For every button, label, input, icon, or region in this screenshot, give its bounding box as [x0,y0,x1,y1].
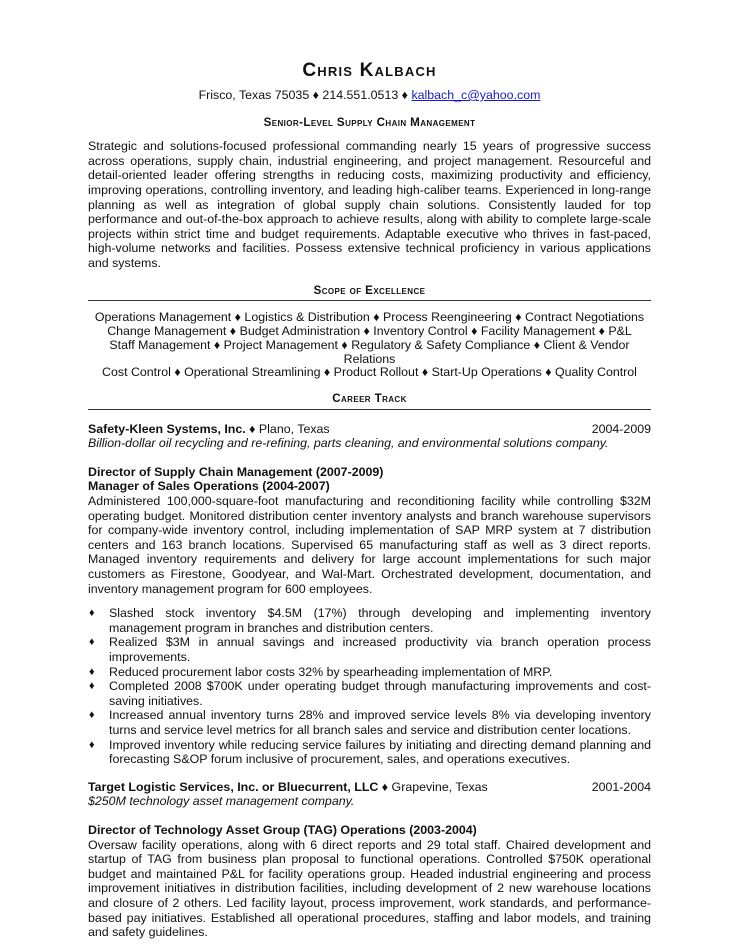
company-description: $250M technology asset management company. [88,794,355,809]
scope-section-title: Scope of Excellence [313,283,426,297]
diamond-bullet-icon: ♦ [89,607,95,620]
diamond-bullet-icon: ♦ [89,738,95,751]
contact-line [88,88,651,103]
candidate-name: Chris Kalbach [302,60,437,81]
role-block [88,823,651,940]
role-block [88,465,651,596]
role-title: Director of Supply Chain Management (2007-2009) [88,464,384,479]
headline: Senior-Level Supply Chain Management [263,115,476,129]
email-link[interactable]: kalbach_c@yahoo.com [411,88,541,102]
scope-line: Change Management ♦ Budget Administration ♦ Inventory Control ♦ Facility Management ♦ P&L [107,323,632,338]
achievement-item [88,606,651,635]
achievement-item [88,679,651,708]
career-divider [88,409,651,410]
job-header [88,422,651,437]
job-header [88,780,651,795]
scope-divider [88,300,651,301]
job-dates: 2001-2004 [591,779,651,794]
achievement-text: Increased annual inventory turns 28% and improved service levels 8% via developing inventory turns and service level metrics for all branch sales and service and distribution center locations. [109,708,651,737]
company-description: Billion-dollar oil recycling and re-refining, parts cleaning, and environmental solutions company. [88,436,609,451]
professional-summary: Strategic and solutions-focused professional commanding nearly 15 years of progressive success across operations, supply chain, industrial engineering, and project management. Resourceful and detail-oriented leader offering strengths in reducing costs, maximizing productivity and efficiency, improving operations, controlling inventory, and leading high-caliber teams. Experienced in long-range planning as well as integration of global supply chain solutions. Consistently lauded for top performance and out-of-the-box approach to achieve results, along with ability to complete large-scale projects within strict time and budget requirements. Adaptable executive who thrives in fast-paced, high-volume networks and facilities. Possess extensive technical proficiency in various applications and systems. [88,139,651,270]
job-employer [88,780,488,795]
achievement-text: Completed 2008 $700K under operating budget through manufacturing improvements and cost-saving initiatives. [109,679,651,708]
achievement-text: Slashed stock inventory $4.5M (17%) through developing and implementing inventory management program in branches and distribution centers. [109,606,651,635]
achievement-item [88,708,651,737]
career-section-title: Career Track [332,392,407,406]
scope-line: Cost Control ♦ Operational Streamlining ♦ Product Rollout ♦ Start-Up Operations ♦ Quality Control [102,365,637,380]
achievement-list [88,606,651,767]
scope-line: Staff Management ♦ Project Management ♦ Regulatory & Safety Compliance ♦ Client & Vendor Relations [109,337,630,366]
resume-page [88,58,651,940]
scope-list [88,311,651,380]
role-title: Manager of Sales Operations (2004-2007) [88,479,330,494]
achievement-item [88,738,651,767]
achievement-text: Improved inventory while reducing service failures by initiating and directing demand planning and forecasting S&OP forum inclusive of procurement, sales, and operations executives. [109,737,651,767]
job-location: ♦ Plano, Texas [245,421,330,436]
scope-line: Operations Management ♦ Logistics & Distribution ♦ Process Reengineering ♦ Contract Negotiations [94,310,645,325]
diamond-bullet-icon: ♦ [89,665,95,678]
diamond-bullet-icon: ♦ [89,636,95,649]
job-entry [88,422,651,767]
role-summary: Administered 100,000-square-foot manufacturing and reconditioning facility while controlling $32M operating budget. Monitored distribution center inventory analysts and branch warehouse supervisors for company-wide inventory control, including implementation of SAP MRP system at 7 distribution centers and 163 branch locations. Supervised 65 manufacturing staff as well as 3 direct reports. Managed inventory requirements and delivery for large account implementations for such major customers as Firestone, Goodyear, and Wal-Mart. Orchestrated development, documentation, and inventory management program for 600 employees. [88,494,651,596]
achievement-text: Reduced procurement labor costs 32% by spearheading implementation of MRP. [109,664,553,679]
contact-text: Frisco, Texas 75035 ♦ 214.551.0513 ♦ [198,88,412,102]
achievement-text: Realized $3M in annual savings and increased productivity via branch operation process improvements. [109,635,651,665]
job-location: ♦ Grapevine, Texas [378,779,488,794]
job-dates: 2004-2009 [591,421,651,436]
job-entry [88,780,651,940]
role-title: Director of Technology Asset Group (TAG) Operations (2003-2004) [88,822,477,837]
diamond-bullet-icon: ♦ [89,680,95,693]
company-name: Safety-Kleen Systems, Inc. [88,421,246,436]
role-summary: Oversaw facility operations, along with 6 direct reports and 29 total staff. Chaired development and startup of TAG from business plan proposal to functional operations. Controlled $750K operational budget and maintained P&L for facility operations group. Headed industrial engineering and process improvement initiatives in distribution facilities, including development of 2 new warehouse locations and closure of 2 others. Led facility layout, process improvement, work standards, and performance-based pay initiatives. Established all operational procedures, staffing and labor models, and training and safety guidelines. [88,837,651,940]
diamond-bullet-icon: ♦ [89,709,95,722]
job-employer [88,422,330,437]
achievement-item [88,665,651,680]
company-name: Target Logistic Services, Inc. or Bluecurrent, LLC [88,779,379,794]
achievement-item [88,635,651,664]
